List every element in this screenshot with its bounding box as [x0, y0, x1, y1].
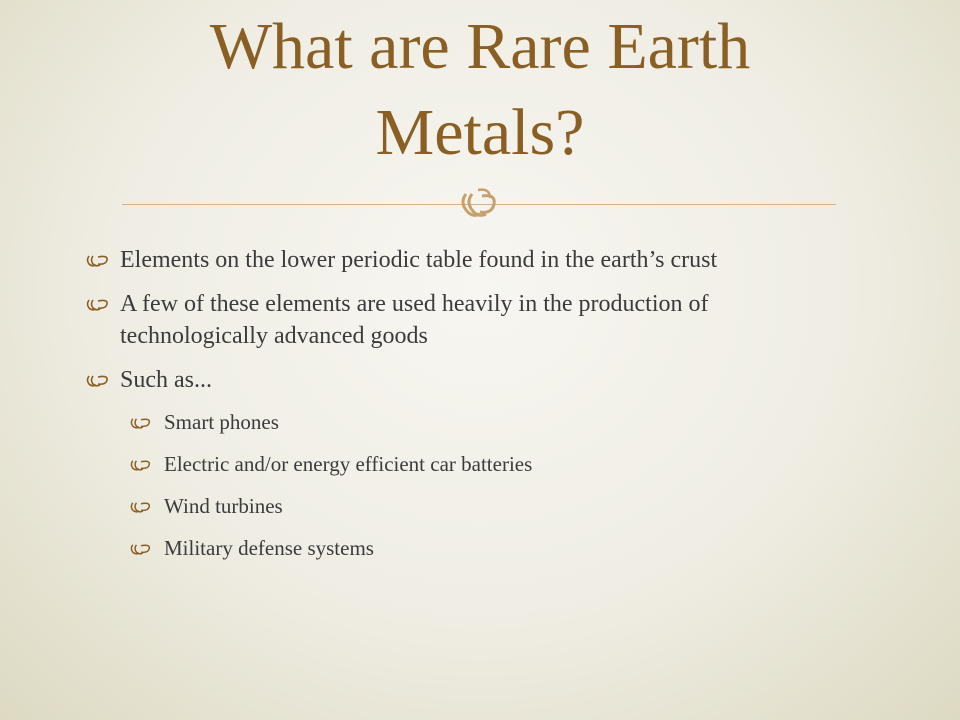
sub-bullet-text: Military defense systems	[164, 536, 374, 560]
bullet-item	[86, 244, 846, 276]
sub-bullet-text: Electric and/or energy efficient car batteries	[164, 452, 533, 476]
ornament-bullet-icon	[130, 500, 152, 513]
ornament-bullet-icon	[86, 253, 110, 267]
bullet-text: Such as...	[120, 367, 212, 393]
ornament-bullet-icon	[86, 297, 110, 311]
ornament-bullet-icon	[130, 542, 152, 555]
sub-bullet-text: Smart phones	[164, 410, 279, 434]
sub-bullet-item	[130, 450, 846, 478]
ornament-bullet-icon	[130, 458, 152, 471]
sub-bullet-item	[130, 492, 846, 520]
ornament-icon	[456, 184, 504, 224]
ornament-bullet-icon	[86, 373, 110, 387]
sub-bullet-text: Wind turbines	[164, 494, 283, 518]
slide-title: What are Rare Earth Metals?	[209, 10, 751, 169]
sub-bullet-item	[130, 408, 846, 436]
sub-bullet-item	[130, 534, 846, 562]
bullet-list	[86, 244, 846, 576]
bullet-item	[86, 288, 846, 352]
bullet-item	[86, 364, 846, 396]
bullet-text: Elements on the lower periodic table found in the earth’s crust	[120, 247, 718, 273]
bullet-text: A few of these elements are used heavily in the production of technologically advanced goods	[120, 291, 709, 349]
ornament-bullet-icon	[130, 416, 152, 429]
